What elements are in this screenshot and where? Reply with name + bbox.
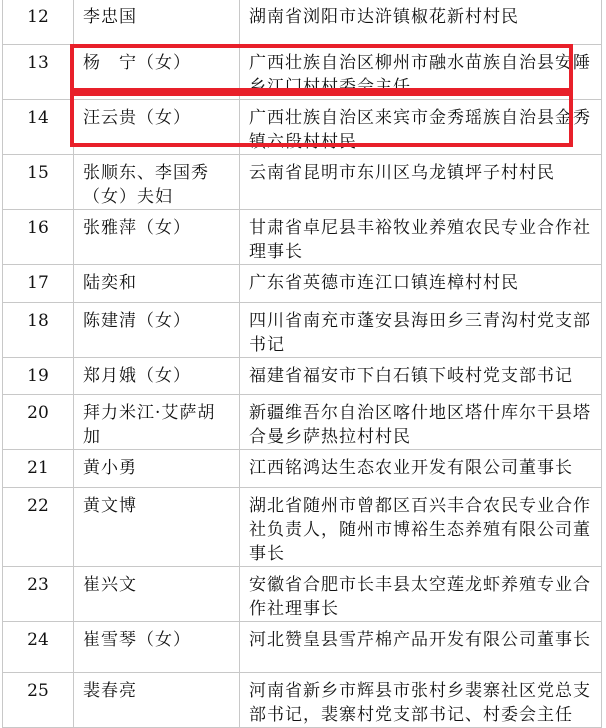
person-affiliation: 广东省英德市连江口镇连樟村村民 [240, 265, 602, 303]
row-number: 23 [3, 567, 74, 622]
row-number: 13 [3, 45, 74, 100]
person-affiliation: 四川省南充市蓬安县海田乡三青沟村党支部书记 [240, 303, 602, 358]
table-row [3, 0, 602, 45]
row-number: 18 [3, 303, 74, 358]
row-number: 24 [3, 622, 74, 673]
table-row [3, 395, 602, 450]
person-affiliation: 福建省福安市下白石镇下岐村党支部书记 [240, 358, 602, 395]
person-affiliation: 甘肃省卓尼县丰裕牧业养殖农民专业合作社理事长 [240, 210, 602, 265]
person-affiliation: 广西壮族自治区来宾市金秀瑶族自治县金秀镇六段村村民 [240, 100, 602, 155]
table-row [3, 210, 602, 265]
row-number: 14 [3, 100, 74, 155]
row-number: 22 [3, 488, 74, 567]
row-number: 16 [3, 210, 74, 265]
table-row [3, 567, 602, 622]
row-number: 21 [3, 450, 74, 488]
person-name: 汪云贵（女） [74, 100, 240, 155]
table-row [3, 488, 602, 567]
row-number: 19 [3, 358, 74, 395]
table-row [3, 45, 602, 100]
person-affiliation: 湖北省随州市曾都区百兴丰合农民专业合作社负责人，随州市博裕生态养殖有限公司董事长 [240, 488, 602, 567]
person-name: 黄文博 [74, 488, 240, 567]
row-number: 25 [3, 673, 74, 728]
table-row [3, 450, 602, 488]
person-name: 崔雪琴（女） [74, 622, 240, 673]
person-affiliation: 河北赞皇县雪芹棉产品开发有限公司董事长 [240, 622, 602, 673]
table-row [3, 303, 602, 358]
person-affiliation: 湖南省浏阳市达浒镇椒花新村村民 [240, 0, 602, 45]
person-name: 裴春亮 [74, 673, 240, 728]
person-name: 张雅萍（女） [74, 210, 240, 265]
table-row [3, 100, 602, 155]
person-name: 陆奕和 [74, 265, 240, 303]
person-name: 陈建清（女） [74, 303, 240, 358]
row-number: 17 [3, 265, 74, 303]
person-affiliation: 河南省新乡市辉县市张村乡裴寨社区党总支部书记，裴寨村党支部书记、村委会主任 [240, 673, 602, 728]
table-row [3, 155, 602, 210]
person-name: 张顺东、李国秀（女）夫妇 [74, 155, 240, 210]
person-name: 郑月娥（女） [74, 358, 240, 395]
person-name: 黄小勇 [74, 450, 240, 488]
table-row [3, 673, 602, 728]
person-affiliation: 江西铭鸿达生态农业开发有限公司董事长 [240, 450, 602, 488]
row-number: 12 [3, 0, 74, 45]
person-affiliation: 云南省昆明市东川区乌龙镇坪子村村民 [240, 155, 602, 210]
row-number: 15 [3, 155, 74, 210]
person-name: 拜力米江·艾萨胡加 [74, 395, 240, 450]
row-number: 20 [3, 395, 74, 450]
person-affiliation: 新疆维吾尔自治区喀什地区塔什库尔干县塔合曼乡萨热拉村村民 [240, 395, 602, 450]
person-name: 杨 宁（女） [74, 45, 240, 100]
table-row [3, 358, 602, 395]
table-row [3, 265, 602, 303]
person-affiliation: 安徽省合肥市长丰县太空莲龙虾养殖专业合作社理事长 [240, 567, 602, 622]
table-row [3, 622, 602, 673]
person-name: 李忠国 [74, 0, 240, 45]
honoree-table [2, 0, 602, 728]
person-name: 崔兴文 [74, 567, 240, 622]
person-affiliation: 广西壮族自治区柳州市融水苗族自治县安陲乡江门村村委会主任 [240, 45, 602, 100]
